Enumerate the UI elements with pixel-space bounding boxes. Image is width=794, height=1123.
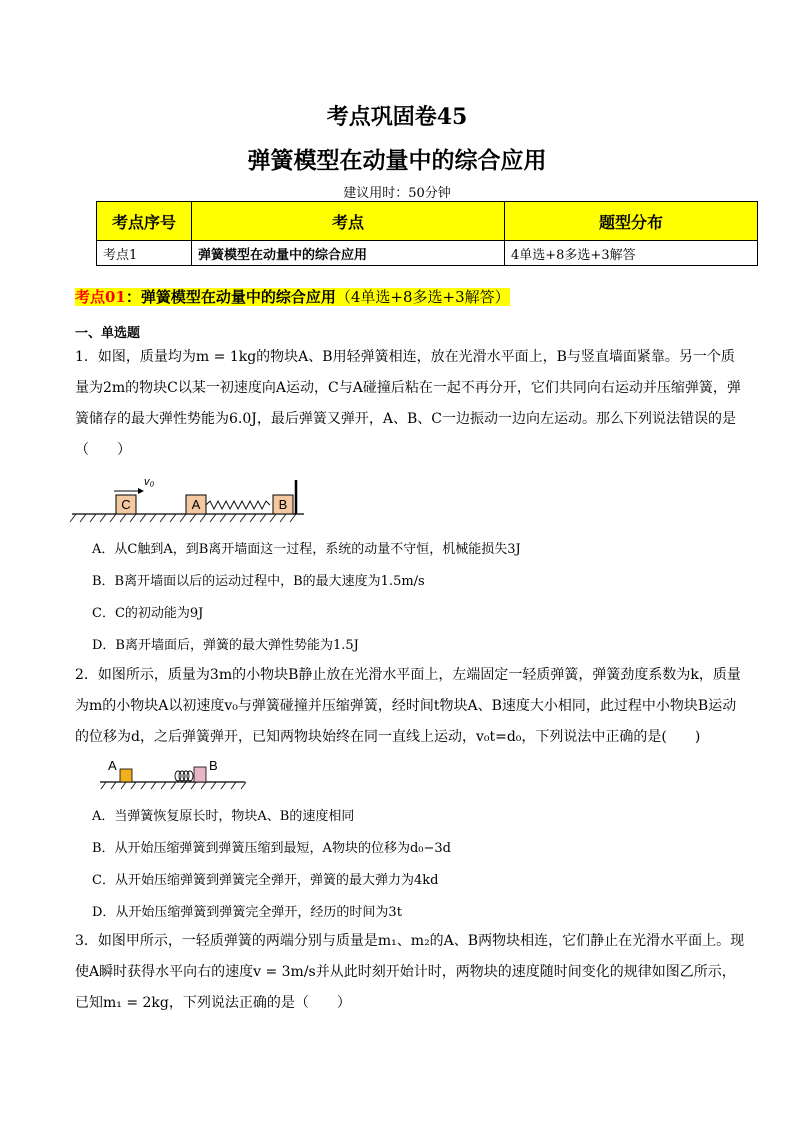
section-heading xyxy=(75,286,510,307)
question-2-option-c: C．从开始压缩弹簧到弹簧完全弹开，弹簧的最大弹力为4kd xyxy=(92,873,439,888)
question-2-option-b: B．从开始压缩弹簧到弹簧压缩到最短，A物块的位移为d₀−3d xyxy=(92,841,451,856)
page-subtitle: 弹簧模型在动量中的综合应用 xyxy=(247,147,547,174)
block-c-label: C xyxy=(121,497,131,512)
block-a xyxy=(120,769,132,782)
section-distribution: （4单选+8多选+3解答） xyxy=(335,288,510,306)
part-title: 一、单选题 xyxy=(75,326,141,341)
suggested-time: 建议用时：50分钟 xyxy=(343,186,451,201)
question-1-figure xyxy=(70,470,310,526)
block-b xyxy=(194,767,206,782)
table-header-cell: 考点序号 xyxy=(97,202,192,241)
question-1-option-a: A．从C触到A，到B离开墙面这一过程，系统的动量不守恒，机械能损失3J xyxy=(92,542,521,557)
question-2-option-d: D．从开始压缩弹簧到弹簧完全弹开，经历的时间为3t xyxy=(92,905,402,920)
question-2-figure xyxy=(100,756,250,792)
question-1-stem: 1．如图，质量均为m = 1kg的物块A、B用轻弹簧相连，放在光滑水平面上，B与竖直墙面紧靠。另一个质量为2m的物块C以某一初速度向A运动，C与A碰撞后粘在一起不再分开，它们共同向右运动并压缩弹簧，弹簧储存的最大弹性势能为6.0J，最后弹簧又弹开，A、B、C一边振动一边向左运动。那么下列说法错误的是（ ） xyxy=(75,349,741,458)
table-cell: 弹簧模型在动量中的综合应用 xyxy=(192,241,505,266)
table-cell: 考点1 xyxy=(97,241,192,266)
question-3-stem: 3．如图甲所示，一轻质弹簧的两端分别与质量是m₁、m₂的A、B两物块相连，它们静止在光滑水平面上。现使A瞬时获得水平向右的速度v = 3m/s并从此时刻开始计时，两物块的速度随时间变化的规律如图乙所示，已知m₁ = 2kg，下列说法正确的是（ ） xyxy=(75,933,745,1011)
spring xyxy=(206,501,270,509)
question-2-stem: 2．如图所示，质量为3m的小物块B静止放在光滑水平面上，左端固定一轻质弹簧，弹簧劲度系数为k，质量为m的小物块A以初速度v₀与弹簧碰撞并压缩弹簧，经时间t物块A、B速度大小相同，此过程中小物块B运动的位移为d，之后弹簧弹开，已知两物块始终在同一直线上运动，v₀t=d₀，下列说法中正确的是( ) xyxy=(75,667,741,745)
question-2-option-a: A．当弹簧恢复原长时，物块A、B的速度相同 xyxy=(92,809,355,824)
table-row xyxy=(97,241,758,266)
block-a-label: A xyxy=(191,497,201,512)
page-title: 考点巩固卷45 xyxy=(326,104,468,130)
question-1-option-d: D．B离开墙面后，弹簧的最大弹性势能为1.5J xyxy=(92,638,359,653)
table-header-row xyxy=(97,202,758,241)
block-b-label: B xyxy=(209,758,218,773)
spring xyxy=(175,771,193,781)
table-header-cell: 考点 xyxy=(192,202,505,241)
overview-table xyxy=(96,201,758,266)
question-1-option-c: C．C的初动能为9J xyxy=(92,606,204,621)
velocity-label: v₀ xyxy=(144,476,155,488)
table-header-cell: 题型分布 xyxy=(505,202,758,241)
table-cell: 4单选+8多选+3解答 xyxy=(505,241,758,266)
block-b-label: B xyxy=(278,497,288,512)
section-title: ：弹簧模型在动量中的综合应用 xyxy=(125,288,336,306)
section-number: 考点01 xyxy=(75,288,126,306)
question-1-option-b: B．B离开墙面以后的运动过程中，B的最大速度为1.5m/s xyxy=(92,574,425,589)
block-a-label: A xyxy=(108,758,117,773)
